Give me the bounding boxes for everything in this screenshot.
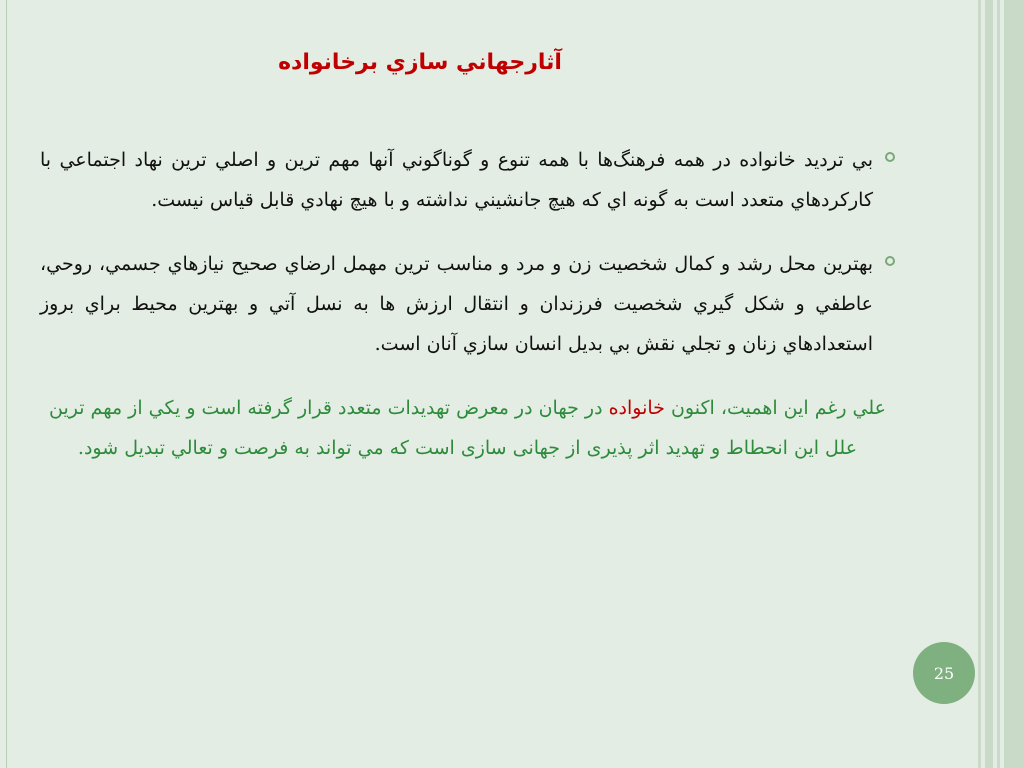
slide-title: آثارجهاني سازي برخانواده <box>278 50 562 75</box>
slide-border-left <box>6 0 7 768</box>
highlight-paragraph <box>40 388 895 468</box>
slide-border-stripe <box>1004 0 1024 768</box>
bullet-item <box>40 140 895 220</box>
bullet-text: بهترين محل رشد و كمال شخصيت زن و مرد و مناسب ترين مهمل ارضاي صحيح نيازهاي جسمي، روحي، عاطفي و شكل گيري شخصيت فرزندان و انتقال ارزش ها به نسل آتي و بهترين محيط براي بروز استعدادهاي زنان و تجلي نقش بي بديل انسان سازي آنان است. <box>40 253 873 355</box>
slide-border-stripe <box>978 0 981 768</box>
circle-bullet-icon <box>885 256 895 266</box>
highlight-text-end: در جهان در معرض تهديدات متعدد قرار گرفته است و يكي از مهم ترين علل اين انحطاط و تهديد اثر پذيرى از جهانى سازى است كه مي تواند به فرصت و تعالي تبديل شود. <box>48 397 858 459</box>
slide-border-stripe <box>997 0 1000 768</box>
bullet-text: بي ترديد خانواده در همه فرهنگ‌ها با همه تنوع و گوناگوني آنها مهم ترين و اصلي ترين نهاد اجتماعي با كاركردهاي متعدد است به گونه اي كه هيچ جانشيني نداشته و با هيچ نهادي قابل قياس نيست. <box>40 149 873 211</box>
highlight-emphasis: خانواده <box>608 397 665 419</box>
slide-body <box>40 140 895 468</box>
highlight-text-start: علي رغم اين اهميت، اكنون <box>664 397 887 419</box>
bullet-item <box>40 244 895 364</box>
slide-border-stripe <box>985 0 993 768</box>
page-number-badge: 25 <box>913 642 975 704</box>
circle-bullet-icon <box>885 152 895 162</box>
